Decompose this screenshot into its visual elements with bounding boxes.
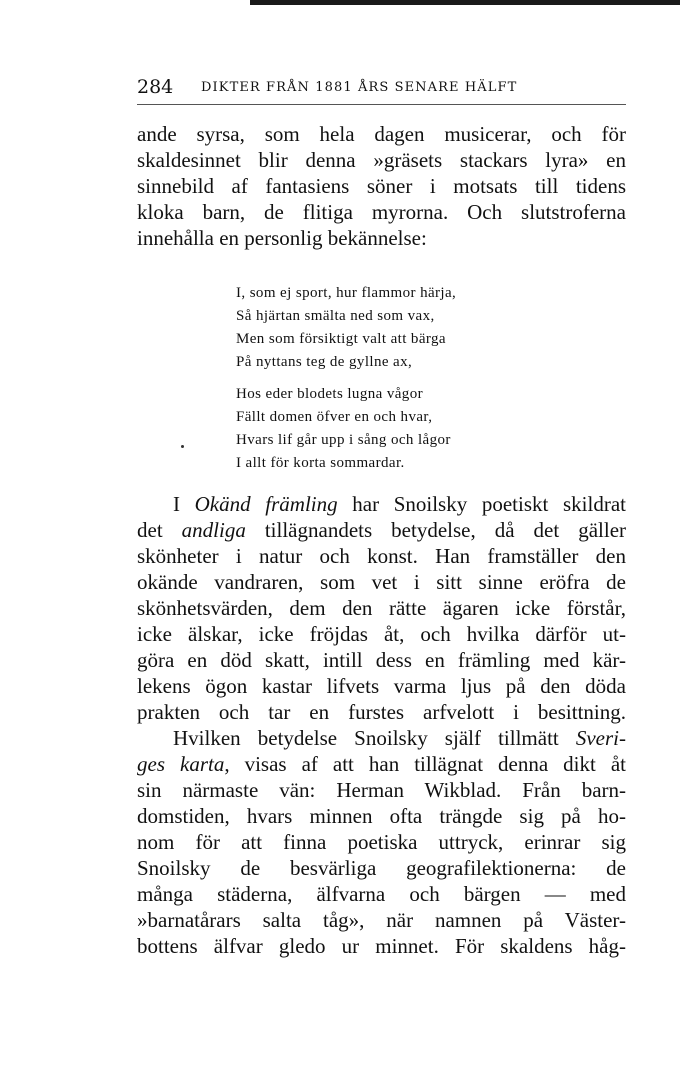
poem-line: I, som ej sport, hur flammor härja,	[236, 285, 457, 301]
paragraph-line	[137, 491, 626, 517]
paragraph-line: sinnebild af fantasiens söner i motsats till tidens	[137, 174, 626, 198]
paragraph-2	[137, 491, 626, 725]
paragraph-line: bottens älfvar gledo ur minnet. För skaldens håg-	[137, 934, 626, 958]
paragraph-line: sin närmaste vän: Herman Wikblad. Från barn-	[137, 778, 626, 802]
italic-title: Okänd främling	[194, 492, 338, 516]
poem-stanza-1	[236, 282, 536, 374]
text-run: har Snoilsky poetiskt skildrat	[337, 492, 626, 516]
header-rule	[137, 104, 626, 105]
paragraph-line	[137, 751, 626, 777]
paragraph-line	[137, 517, 626, 543]
scan-speck	[181, 445, 184, 448]
paragraph-line: göra en död skatt, intill dess en främling med kär-	[137, 648, 626, 672]
paragraph-3	[137, 725, 626, 959]
paragraph-line: okände vandraren, som vet i sitt sinne eröfra de	[137, 570, 626, 594]
poem-line: Fällt domen öfver en och hvar,	[236, 409, 433, 425]
running-head: DIKTER FRÅN 1881 ÅRS SENARE HÄLFT	[201, 80, 518, 95]
text-run: det	[137, 518, 182, 542]
text-run: tillägnandets betydelse, då det gäller	[245, 518, 627, 542]
paragraph-line	[137, 725, 626, 751]
page-header	[137, 76, 627, 100]
poem-line: Hvars lif går upp i sång och lågor	[236, 432, 451, 448]
paragraph-line: lekens ögon kastar lifvets varma ljus på den döda	[137, 674, 626, 698]
paragraph-line: skönhetsvärden, dem den rätte ägaren icke förstår,	[137, 596, 626, 620]
paragraph-line: ande syrsa, som hela dagen musicerar, och för	[137, 122, 626, 146]
italic-title: Sveri-	[575, 726, 626, 750]
poem-stanza-2	[236, 383, 536, 475]
paragraph-line: skönheter i natur och konst. Han framställer den	[137, 544, 626, 568]
paragraph-line: domstiden, hvars minnen ofta trängde sig på ho-	[137, 804, 626, 828]
poem-line: Men som försiktigt valt att bärga	[236, 331, 446, 347]
text-run: I	[173, 492, 195, 516]
text-run: , visas af att han tillägnat denna dikt åt	[224, 752, 626, 776]
paragraph-line: »barnatårars salta tåg», när namnen på Väster-	[137, 908, 626, 932]
italic-title: ges karta	[137, 752, 225, 776]
paragraph-line: icke älskar, icke fröjdas åt, och hvilka därför ut-	[137, 622, 626, 646]
paragraph-line: skaldesinnet blir denna »gräsets stackars lyra» en	[137, 148, 626, 172]
paragraph-line: kloka barn, de flitiga myrorna. Och slutstroferna	[137, 200, 626, 224]
paragraph-line: Snoilsky de besvärliga geografilektionerna: de	[137, 856, 626, 880]
poem-line: I allt för korta sommardar.	[236, 455, 405, 471]
poem-line: Så hjärtan smälta ned som vax,	[236, 308, 435, 324]
paragraph-line: många städerna, älfvarna och bärgen — med	[137, 882, 626, 906]
italic-emphasis: andliga	[181, 518, 246, 542]
text-run: Hvilken betydelse Snoilsky själf tillmätt	[173, 726, 576, 750]
paragraph-1	[137, 121, 626, 251]
paragraph-line: innehålla en personlig bekännelse:	[137, 226, 427, 250]
scan-edge-line	[250, 0, 680, 5]
paragraph-line: nom för att finna poetiska uttryck, erinrar sig	[137, 830, 626, 854]
poem-line: Hos eder blodets lugna vågor	[236, 386, 423, 402]
paragraph-line: prakten och tar en furstes arfvelott i besittning.	[137, 700, 626, 724]
page-number: 284	[137, 76, 174, 98]
poem-line: På nyttans teg de gyllne ax,	[236, 354, 413, 370]
